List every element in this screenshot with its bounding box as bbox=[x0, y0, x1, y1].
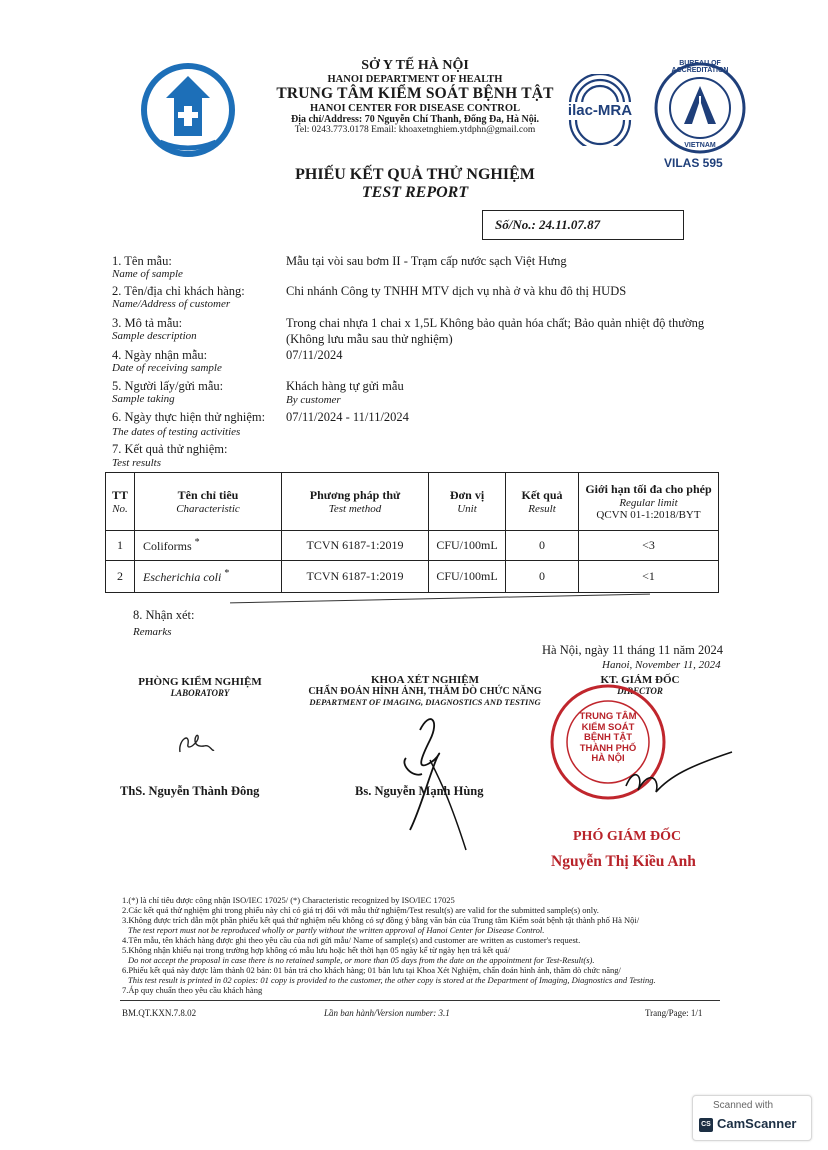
address: Địa chỉ/Address: 70 Nguyễn Chí Thanh, Đống Đa, Hà Nội. bbox=[290, 114, 539, 125]
col-unit bbox=[429, 473, 506, 531]
cell-characteristic bbox=[135, 561, 282, 593]
footnote: 4.Tên mẫu, tên khách hàng được ghi theo yêu cầu của nơi gửi mẫu/ Name of sample(s) and customer are written as customer's request. bbox=[122, 935, 581, 945]
director-title-en: DIRECTOR bbox=[617, 686, 663, 696]
cell-method: TCVN 6187-1:2019 bbox=[282, 531, 429, 561]
field-value: Trong chai nhựa 1 chai x 1,5L Không bảo quản hóa chất; Bảo quản nhiệt độ thường bbox=[286, 316, 705, 330]
dept-title-vi: KHOA XÉT NGHIỆM bbox=[371, 674, 479, 686]
cell-limit: <3 bbox=[579, 531, 719, 561]
boa-label-top: BUREAU OF ACCREDITATION bbox=[671, 60, 729, 74]
col-unit-vi: Đơn vị bbox=[449, 488, 485, 502]
dept-signer-name: Bs. Nguyễn Mạnh Hùng bbox=[355, 784, 484, 798]
seal-line: TRUNG TÂM bbox=[579, 711, 637, 722]
footnote: Do not accept the proposal in case there is no retained sample, or more than 05 days from the date on the appointment for Test-Result(s). bbox=[128, 955, 595, 965]
version-number: Lần ban hành/Version number: 3.1 bbox=[324, 1008, 450, 1018]
report-title-vi: PHIẾU KẾT QUẢ THỬ NGHIỆM bbox=[295, 166, 535, 183]
table-row bbox=[106, 531, 719, 561]
col-limit-vi: Giới hạn tối đa cho phép bbox=[585, 482, 712, 496]
field-label-vi: 3. Mô tả mẫu: bbox=[112, 316, 183, 330]
boa-label-bottom: VIETNAM bbox=[684, 142, 716, 149]
field-label-en: Sample description bbox=[112, 330, 197, 342]
footnotes bbox=[122, 895, 722, 995]
col-unit-en: Unit bbox=[457, 503, 477, 515]
accredited-mark: * bbox=[194, 537, 200, 548]
field-label-en: Name/Address of customer bbox=[112, 298, 231, 310]
report-number-box bbox=[482, 210, 684, 240]
dept-signature bbox=[370, 700, 480, 860]
cell-no: 2 bbox=[106, 561, 135, 593]
col-limit-en: Regular limit bbox=[619, 497, 678, 509]
contact: Tel: 0243.773.0178 Email: khoaxetnghiem.ytdphn@gmail.com bbox=[294, 125, 536, 135]
col-result-en: Result bbox=[528, 503, 556, 515]
field-label-vi: 4. Ngày nhận mẫu: bbox=[112, 348, 208, 362]
seal-line: HÀ NỘI bbox=[591, 753, 625, 764]
characteristic-name: Escherichia coli bbox=[143, 570, 222, 584]
lab-signer-name: ThS. Nguyễn Thành Đông bbox=[120, 784, 260, 798]
vilas-number: VILAS 595 bbox=[664, 156, 723, 170]
col-characteristic-en: Characteristic bbox=[176, 503, 240, 515]
remarks-label-en: Remarks bbox=[133, 626, 172, 638]
boa-accreditation-logo bbox=[652, 60, 748, 164]
table-end-line bbox=[230, 594, 650, 604]
field-label-en: Name of sample bbox=[112, 268, 183, 280]
col-no bbox=[106, 473, 135, 531]
col-no-en: No. bbox=[112, 503, 128, 515]
field-label-vi: 6. Ngày thực hiện thử nghiệm: bbox=[112, 410, 266, 424]
cell-unit: CFU/100mL bbox=[429, 531, 506, 561]
cell-characteristic bbox=[135, 531, 282, 561]
remarks-label-vi: 8. Nhận xét: bbox=[133, 608, 195, 622]
lab-signature bbox=[170, 722, 220, 762]
accredited-mark: * bbox=[224, 568, 230, 579]
dept-vi: SỞ Y TẾ HÀ NỘI bbox=[361, 58, 469, 73]
footnote: 7.Áp quy chuẩn theo yêu cầu khách hàng bbox=[122, 985, 263, 995]
ilac-mra-label: ilac-MRA bbox=[557, 102, 643, 119]
footnote-divider bbox=[120, 1000, 720, 1001]
field-label-en: The dates of testing activities bbox=[112, 426, 241, 438]
issue-date-en: Hanoi, November 11, 2024 bbox=[602, 659, 721, 671]
cell-no: 1 bbox=[106, 531, 135, 561]
col-limit-standard: QCVN 01-1:2018/BYT bbox=[596, 509, 701, 521]
footnote: This test result is printed in 02 copies: 01 copy is provided to the customer, the other copy is stored at the Department of Imaging, Diagnostics and Testing. bbox=[128, 975, 656, 985]
deputy-name: Nguyễn Thị Kiều Anh bbox=[551, 853, 696, 870]
field-value-2: By customer bbox=[286, 394, 341, 406]
footnote: The test report must not be reproduced wholly or partly without the written approval of Hanoi Center for Disease Control. bbox=[128, 925, 545, 935]
hcdc-logo bbox=[140, 62, 236, 158]
table-header-row bbox=[106, 473, 719, 531]
report-number: Số/No.: 24.11.07.87 bbox=[495, 217, 601, 232]
field-label-en: Date of receiving sample bbox=[112, 362, 222, 374]
report-title-en: TEST REPORT bbox=[361, 184, 469, 201]
camscanner-icon: CS bbox=[699, 1118, 713, 1132]
center-en: HANOI CENTER FOR DISEASE CONTROL bbox=[309, 103, 521, 114]
cell-limit: <1 bbox=[579, 561, 719, 593]
form-code: BM.QT.KXN.7.8.02 bbox=[122, 1008, 197, 1018]
footnote: 1.(*) là chỉ tiêu được công nhận ISO/IEC 17025/ (*) Characteristic recognized by ISO/IEC 17025 bbox=[122, 895, 455, 905]
lab-title-vi: PHÒNG KIỂM NGHIỆM bbox=[138, 676, 262, 688]
dept-title-en: DEPARTMENT OF IMAGING, DIAGNOSTICS AND TESTING bbox=[309, 697, 541, 707]
col-result bbox=[506, 473, 579, 531]
footnote: 2.Các kết quả thử nghiệm ghi trong phiếu này chỉ có giá trị đối với mẫu thử nghiệm/Test result(s) are valid for the submitted sample(s) only. bbox=[122, 905, 599, 915]
field-value: Chi nhánh Công ty TNHH MTV dịch vụ nhà ở và khu đô thị HUDS bbox=[286, 284, 627, 298]
issue-date-vi: Hà Nội, ngày 11 tháng 11 năm 2024 bbox=[542, 643, 723, 657]
dept-subtitle-vi: CHẨN ĐOÁN HÌNH ẢNH, THĂM DÒ CHỨC NĂNG bbox=[308, 686, 542, 697]
field-value: Khách hàng tự gửi mẫu bbox=[286, 379, 404, 393]
col-characteristic-vi: Tên chỉ tiêu bbox=[177, 488, 239, 502]
field-value: 07/11/2024 - 11/11/2024 bbox=[286, 410, 409, 424]
col-method-en: Test method bbox=[328, 503, 382, 515]
deputy-title: PHÓ GIÁM ĐỐC bbox=[573, 829, 682, 844]
seal-line: KIỂM SOÁT bbox=[581, 721, 635, 733]
field-value: Mẫu tại vòi sau bơm II - Trạm cấp nước sạch Việt Hưng bbox=[286, 254, 567, 268]
field-value: 07/11/2024 bbox=[286, 348, 343, 362]
table-row bbox=[106, 561, 719, 593]
ilac-mra-logo bbox=[555, 74, 645, 146]
camscanner-badge bbox=[692, 1095, 812, 1141]
footnote: 6.Phiếu kết quả này được làm thành 02 bản: 01 bản trả cho khách hàng; 01 bản lưu tại Khoa Xét Nghiệm, chẩn đoán hình ảnh, thăm dò chức năng/ bbox=[122, 965, 621, 975]
director-signature bbox=[620, 746, 740, 806]
seal-line: BỆNH TẬT bbox=[583, 732, 633, 743]
field-label-vi: 1. Tên mẫu: bbox=[112, 254, 172, 268]
cell-result: 0 bbox=[506, 561, 579, 593]
characteristic-name: Coliforms bbox=[143, 539, 192, 553]
col-no-vi: TT bbox=[111, 488, 128, 502]
col-method-vi: Phương pháp thử bbox=[309, 488, 401, 502]
field-label-vi: 5. Người lấy/gửi mẫu: bbox=[112, 379, 224, 393]
page-number: Trang/Page: 1/1 bbox=[645, 1008, 703, 1018]
lab-title-en: LABORATORY bbox=[170, 688, 230, 698]
seal-line: THÀNH PHỐ bbox=[579, 742, 637, 754]
cell-method: TCVN 6187-1:2019 bbox=[282, 561, 429, 593]
field-label-vi: 2. Tên/địa chỉ khách hàng: bbox=[112, 284, 245, 298]
footnote: 5.Không nhận khiếu nại trong trường hợp không có mẫu lưu hoặc hết thời hạn 05 ngày kể từ ngày hẹn trả kết quả/ bbox=[122, 945, 510, 955]
field-label-vi: 7. Kết quả thử nghiệm: bbox=[112, 442, 228, 456]
camscanner-text: CamScanner bbox=[717, 1116, 797, 1131]
col-characteristic bbox=[135, 473, 282, 531]
col-result-vi: Kết quả bbox=[521, 488, 563, 502]
cell-result: 0 bbox=[506, 531, 579, 561]
director-title-vi: KT. GIÁM ĐỐC bbox=[600, 674, 680, 686]
field-label-en: Sample taking bbox=[112, 393, 175, 405]
results-table bbox=[105, 472, 719, 593]
col-limit bbox=[579, 473, 719, 531]
col-method bbox=[282, 473, 429, 531]
scanned-with-text: Scanned with bbox=[713, 1100, 774, 1111]
dept-en: HANOI DEPARTMENT OF HEALTH bbox=[327, 74, 503, 85]
center-vi: TRUNG TÂM KIỂM SOÁT BỆNH TẬT bbox=[276, 85, 554, 102]
field-label-en: Test results bbox=[112, 457, 162, 469]
footnote: 3.Không được trích dẫn một phần phiếu kết quả thử nghiệm nếu không có sự đồng ý bằng văn bản của Trung tâm Kiểm soát bệnh tật thành phố Hà Nội/ bbox=[122, 915, 640, 925]
field-value-2: (Không lưu mẫu sau thử nghiệm) bbox=[286, 332, 453, 346]
cell-unit: CFU/100mL bbox=[429, 561, 506, 593]
